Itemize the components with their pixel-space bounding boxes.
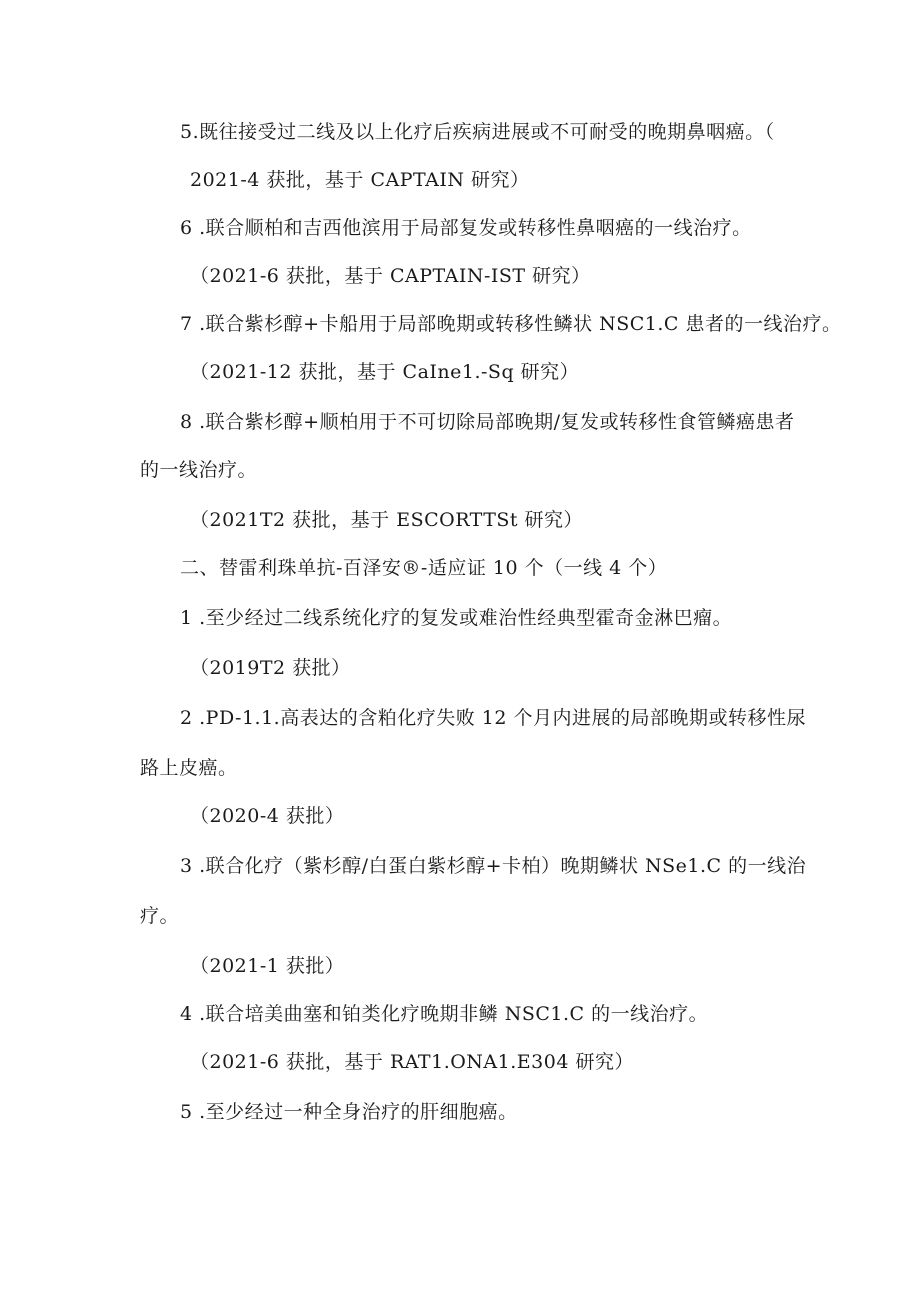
- sub-item-1-text: 1 .至少经过二线系统化疗的复发或难治性经典型霍奇金淋巴瘤。: [180, 607, 733, 629]
- section-heading: 二、替雷利珠单抗-百泽安®-适应证 10 个（一线 4 个）: [180, 557, 668, 579]
- item-8-text-cont: 的一线治疗。: [140, 459, 258, 481]
- item-6-approval: （2021-6 获批，基于 CAPTAIN-IST 研究）: [190, 265, 591, 287]
- sub-item-4-text: 4 .联合培美曲塞和铂类化疗晚期非鳞 NSC1.C 的一线治疗。: [180, 1003, 709, 1025]
- sub-item-3-text: 3 .联合化疗（紫杉醇/白蛋白紫杉醇+卡柏）晚期鳞状 NSe1.C 的一线治: [180, 855, 807, 877]
- sub-item-3-approval: （2021-1 获批）: [190, 955, 345, 977]
- item-7-text: 7 .联合紫杉醇+卡船用于局部晚期或转移性鳞状 NSC1.C 患者的一线治疗。: [180, 313, 842, 335]
- sub-item-2-approval: （2020-4 获批）: [190, 805, 345, 827]
- sub-item-2-text: 2 .PD-1.1.高表达的含粕化疗失败 12 个月内进展的局部晚期或转移性尿: [180, 707, 806, 729]
- sub-item-1-approval: （2019T2 获批）: [190, 657, 351, 679]
- item-8-text: 8 .联合紫杉醇+顺柏用于不可切除局部晚期/复发或转移性食管鳞癌患者: [180, 411, 795, 433]
- item-5-approval: 2021-4 获批，基于 CAPTAIN 研究）: [190, 169, 530, 191]
- sub-item-4-approval: （2021-6 获批，基于 RAT1.ONA1.E304 研究）: [190, 1051, 634, 1073]
- sub-item-2-text-cont: 路上皮癌。: [140, 757, 238, 779]
- sub-item-5-text: 5 .至少经过一种全身治疗的肝细胞癌。: [180, 1101, 518, 1123]
- item-5-text: 5.既往接受过二线及以上化疗后疾病进展或不可耐受的晚期鼻咽癌。（: [180, 121, 775, 143]
- item-7-approval: （2021-12 获批，基于 CaIne1.-Sq 研究）: [190, 361, 580, 383]
- sub-item-3-text-cont: 疗。: [140, 905, 180, 927]
- item-6-text: 6 .联合顺柏和吉西他滨用于局部复发或转移性鼻咽癌的一线治疗。: [180, 217, 752, 239]
- item-8-approval: （2021T2 获批，基于 ESCORTTSt 研究）: [190, 509, 584, 531]
